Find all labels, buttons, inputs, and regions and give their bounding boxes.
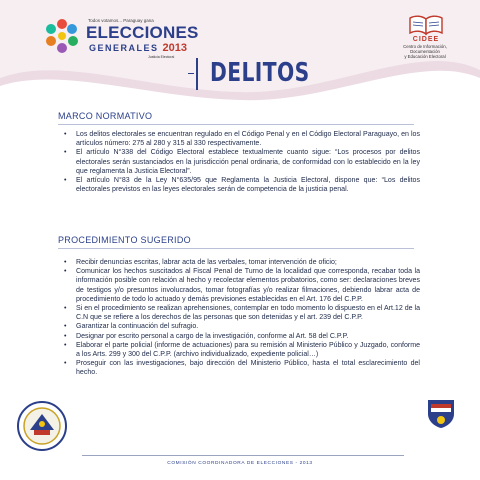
- logo-org: Justicia Electoral: [148, 55, 175, 59]
- national-shield-icon: [424, 396, 458, 430]
- open-book-icon: [408, 14, 444, 36]
- section-heading-procedimiento: PROCEDIMIENTO SUGERIDO: [58, 235, 191, 245]
- logo-tagline: Todos votamos... Paraguay gana: [88, 18, 154, 23]
- footer-text: COMISIÓN COORDINADORA DE ELECCIONES - 2013: [167, 461, 313, 466]
- flower-emblem-icon: [40, 16, 84, 56]
- list-item: • Si en el procedimiento se realizan aprehensiones, contemplar en todo momento lo dispuesto en el Art.12 de la C.N que se refiere a los derechos de las personas que son detenidas y el art. 239 del C.P.P.: [64, 304, 420, 322]
- list-item: • Elaborar el parte policial (informe de actuaciones) para su remisión al Ministerio Público y Juzgado, conforme a los Arts. 299 y 300 del C.P.P. (archivo individualizado, expediente policial…): [64, 341, 420, 359]
- cidee-description: Centro de Información, Documentación y Educación Electoral: [403, 44, 447, 60]
- list-item: • Comunicar los hechos suscitados al Fiscal Penal de Turno de la localidad que corresponda, recabar toda la información posible con relación al hecho y recolectar elementos probatorios, como ser: declaraciones breves de testigos y/o presuntos involucrados, tomar fotografías y/o realizar filmaciones, debiendo labrar acta de procedimiento de todo lo actuado y demás previsiones establecidas en el Art. 176 del C.P.P.: [64, 267, 420, 304]
- cidee-name: CIDEE: [412, 36, 440, 43]
- list-item: • Proseguir con las investigaciones, bajo dirección del Ministerio Público, hasta el total esclarecimiento del hecho.: [64, 359, 420, 377]
- footer-divider: [82, 455, 404, 456]
- section-divider: [58, 124, 414, 125]
- list-item: • Los delitos electorales se encuentran regulado en el Código Penal y en el Código Electoral Paraguayo, en los artículos número: 275 al 280 y 315 al 330 respectivamente.: [64, 130, 420, 148]
- logo-year: 2013: [162, 42, 188, 54]
- police-seal-icon: [16, 400, 68, 452]
- logo-title: ELECCIONES: [86, 23, 199, 42]
- list-item: • Garantizar la continuación del sufragio.: [64, 322, 420, 331]
- list-item: • El artículo N°338 del Código Electoral establece textualmente cuanto sigue: “Los procesos por delitos electorales serán sustanciados en la jurisdicción penal ordinaria, de conformidad con lo establecido en la ley que reglamenta la Justicia Electoral”.: [64, 148, 420, 176]
- list-item: • El artículo N°83 de la Ley N°635/95 que Reglamenta la Justicia Electoral, dispone que: “Los delitos electorales previstos en las leyes electorales serán de competencia de la justicia penal.: [64, 176, 420, 194]
- list-item: • Designar por escrito personal a cargo de la investigación, conforme al Art. 58 del C.P.P.: [64, 332, 420, 341]
- cidee-logo: [390, 14, 460, 66]
- title-bar: [196, 58, 198, 90]
- title-tick: [188, 73, 194, 74]
- list-item: • Recibir denuncias escritas, labrar acta de las verbales, tomar intervención de oficio;: [64, 258, 420, 267]
- logo-subtitle: GENERALES 2013: [89, 42, 188, 54]
- page-title: DELITOS: [210, 58, 310, 88]
- procedimiento-list: [64, 258, 420, 378]
- section-divider: [58, 248, 414, 249]
- marco-normativo-list: [64, 130, 420, 194]
- section-heading-marco-normativo: MARCO NORMATIVO: [58, 111, 153, 121]
- elecciones-logo: [40, 14, 220, 58]
